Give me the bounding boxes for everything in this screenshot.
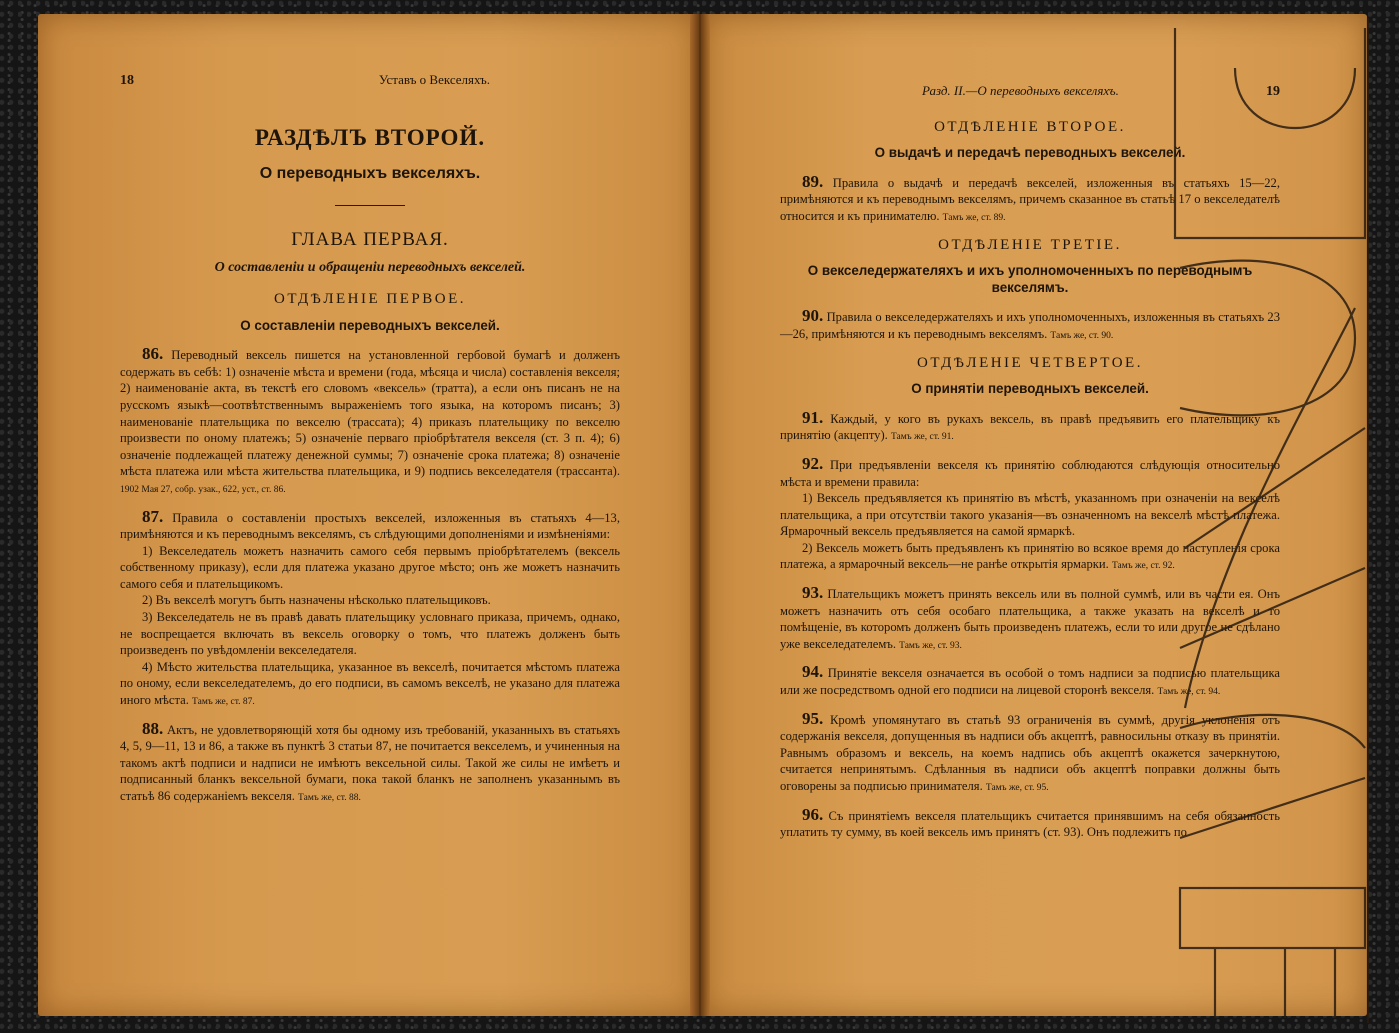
article-87-item-2: 2) Въ векселѣ могутъ быть назначены нѣсколько плательщиковъ.	[142, 593, 491, 608]
right-running-head	[780, 83, 1280, 101]
article-94-source: Тамъ же, ст. 94.	[1157, 687, 1221, 698]
right-running-title: Разд. II.—О переводныхъ векселяхъ.	[922, 83, 1119, 98]
article-87-item-1: 1) Векселедатель можетъ назначить самого себя первымъ пріобрѣтателемъ (вексель собственному приказу), если для платежа указано другое мѣсто; онъ же можетъ назначить самого себя и плательщикомъ.	[120, 543, 620, 591]
article-92-item-1: 1) Вексель предъявляется къ принятію въ мѣстѣ, указанномъ при означеніи на векселѣ плательщика, а при отсутствіи такого указанія—въ означенномъ на векселѣ мѣстѣ платежа. Ярмарочный вексель предъявляется на самой ярмаркѣ.	[780, 491, 1280, 539]
article-89-number: 89.	[802, 171, 824, 191]
article-89-source: Тамъ же, ст. 89.	[942, 212, 1006, 223]
division-2-title: ОТДѢЛЕНІЕ ВТОРОЕ.	[934, 118, 1126, 135]
article-94-text: Принятіе векселя означается въ особой о томъ надписи за подписью плательщика или же посредствомъ одной его подписи на лицевой сторонѣ векселя.	[780, 666, 1280, 698]
article-86-text: Переводный вексель пишется на установленной гербовой бумагѣ и долженъ содержать въ себѣ: 1) означеніе мѣста и времени (года, мѣсяца и числа) составленія векселя; 2) наименованіе акта, въ текстѣ его словомъ «вексель» (тратта), а если онъ писанъ не на русскомъ языкѣ—соотвѣтственнымъ выраженіемъ того языка, на которомъ писанъ; 3) наименованіе плательщика по векселю (трассата); 4) приказъ плательщику по векселю произвести по оному платежъ; 5) означеніе перваго пріобрѣтателя векселя (ст. 3 п. 4); 6) означеніе подлежащей платежу денежной суммы; 7) означеніе срока платежа; 8) означеніе мѣста платежа или мѣста жительства плательщика, и 9) подпись векселедателя (трассанта).	[120, 348, 620, 479]
section-subtitle: О переводныхъ векселяхъ.	[259, 165, 481, 183]
article-95	[780, 708, 1280, 797]
left-running-title: Уставъ о Векселяхъ.	[378, 72, 490, 87]
article-93	[780, 585, 1280, 654]
division-1-subtitle: О составленіи переводныхъ векселей.	[240, 317, 500, 333]
book-gutter	[690, 14, 710, 1016]
article-88-text: Актъ, не удовлетворяющій хотя бы одному изъ требованій, указанныхъ въ статьяхъ 4, 5, 9—11, 13 и 86, а также въ пунктѣ 3 статьи 87, не почитается векселемъ, и учиненныя на такомъ актѣ подписи и надписи не имѣютъ вексельной силы. Такой же силы не имѣетъ и подписанный бланкъ вексельной бумаги, пока такой бланкъ не заполненъ указаннымъ въ статьѣ 86 содержаніемъ векселя.	[120, 722, 621, 803]
article-92	[780, 453, 1280, 490]
article-90	[780, 308, 1280, 344]
article-92-text: При предъявленіи векселя къ принятію соблюдаются слѣдующія относительно мѣста и времени правила:	[780, 457, 1280, 489]
chapter-subtitle: О составленіи и обращеніи переводныхъ векселей.	[214, 260, 526, 276]
article-90-number: 90.	[802, 306, 824, 326]
division-3-subtitle: О векселедержателяхъ и ихъ уполномоченныхъ по переводнымъ векселямъ.	[807, 263, 1253, 295]
right-page-column	[780, 83, 1280, 851]
article-93-text: Плательщикъ можетъ принять вексель или въ полной суммѣ, или въ части ея. Онъ можетъ назначить отъ себя особаго плательщика, а также указать на векселѣ и то помѣщеніе, въ которомъ долженъ быть произведенъ платежъ, если то или другое не сдѣлано уже векселедателемъ.	[780, 587, 1280, 651]
article-86-number: 86.	[142, 344, 164, 364]
article-96	[780, 804, 1280, 841]
division-4-subtitle: О принятіи переводныхъ векселей.	[911, 381, 1149, 397]
divider-rule	[335, 205, 405, 206]
article-91-text: Каждый, у кого въ рукахъ вексель, въ правѣ предъявить его плательщику къ принятію (акцепту).	[780, 411, 1280, 443]
article-87-item-4-text: 4) Мѣсто жительства плательщика, указанное въ векселѣ, почитается мѣстомъ платежа по оному, если векселедателемъ, до его подписи, въ самомъ векселѣ, не указано для платежа иного мѣста.	[120, 659, 620, 708]
article-92-number: 92.	[802, 453, 824, 473]
article-95-source: Тамъ же, ст. 95.	[985, 783, 1049, 793]
article-88-source: Тамъ же, ст. 88.	[298, 793, 361, 803]
division-2-subtitle: О выдачѣ и передачѣ переводныхъ векселей.	[874, 145, 1186, 161]
left-page-number: 18	[120, 73, 134, 88]
section-title: РАЗДѢЛЪ ВТОРОЙ.	[254, 124, 486, 150]
article-92-item-2-text: 2) Вексель можетъ быть предъявленъ къ принятію во всякое время до наступленія срока платежа, а ярмарочный вексель—не ранѣе открытія ярмарки.	[780, 540, 1280, 572]
article-91-source: Тамъ же, ст. 91.	[890, 432, 954, 443]
right-page-number: 19	[1266, 84, 1280, 99]
article-87	[120, 506, 620, 543]
chapter-title: ГЛАВА ПЕРВАЯ.	[291, 228, 449, 250]
article-88	[120, 718, 621, 807]
article-90-source: Тамъ же, ст. 90.	[1050, 330, 1114, 341]
article-87-text: Правила о составленіи простыхъ векселей, изложенныя въ статьяхъ 4—13, примѣняются и къ переводнымъ векселямъ, съ слѣдующими дополненіями и измѣненіями:	[120, 510, 620, 542]
division-1-title: ОТДѢЛЕНІЕ ПЕРВОЕ.	[273, 290, 466, 307]
article-94	[780, 664, 1280, 700]
article-95-number: 95.	[802, 708, 824, 728]
article-96-text: Съ принятіемъ векселя плательщикъ считается принявшимъ на себя обязанность уплатить ту сумму, въ коей вексель имъ принятъ (ст. 93). Онъ подлежитъ по	[780, 808, 1280, 840]
division-4-title: ОТДѢЛЕНІЕ ЧЕТВЕРТОЕ.	[917, 354, 1143, 371]
article-96-number: 96.	[802, 804, 824, 824]
article-89-text: Правила о выдачѣ и передачѣ векселей, изложенныя въ статьяхъ 15—22, примѣняются и къ переводнымъ векселямъ, причемъ сказанное въ статьѣ 17 о векселедателѣ относится и къ принимателю.	[780, 175, 1280, 223]
article-86	[120, 346, 620, 498]
left-running-head	[120, 72, 620, 90]
article-93-number: 93.	[802, 583, 824, 603]
article-87-source: Тамъ же, ст. 87.	[192, 697, 255, 708]
article-92-source: Тамъ же, ст. 92.	[1111, 561, 1175, 572]
article-95-text: Кромѣ упомянутаго въ статьѣ 93 ограниченія въ суммѣ, другія уклоненія отъ содержанія векселя, допущенныя въ надписи объ акцептѣ, равносильны отказу въ принятіи. Равнымъ образомъ и вексель, на коемъ надпись объ акцептѣ окажется зачеркнутою, считается непринятымъ. Сдѣланныя въ надписи объ акцептѣ поправки должны быть оговорены за подписью принимателя.	[780, 712, 1280, 793]
article-89	[780, 171, 1280, 227]
article-90-text: Правила о векселедержателяхъ и ихъ уполномоченныхъ, изложенныя въ статьяхъ 23—26, примѣняются и къ переводнымъ векселямъ.	[780, 310, 1280, 341]
article-86-source: 1902 Мая 27, собр. узак., 622, уст., ст. 86.	[120, 484, 286, 495]
article-94-number: 94.	[802, 662, 824, 682]
article-91	[780, 407, 1280, 446]
article-88-number: 88.	[142, 718, 164, 738]
article-92-item-2	[780, 540, 1280, 575]
article-87-number: 87.	[142, 506, 164, 526]
article-87-item-4	[120, 659, 620, 711]
article-91-number: 91.	[802, 407, 824, 427]
article-87-item-3: 3) Векселедатель не въ правѣ давать плательщику условнаго приказа, причемъ, однако, не воспрещается включать въ вексель оговорку о томъ, что платежъ долженъ быть произведенъ по увѣдомленіи векселедателя.	[120, 610, 620, 658]
article-93-source: Тамъ же, ст. 93.	[899, 640, 962, 651]
left-page-column	[120, 72, 620, 817]
division-3-title: ОТДѢЛЕНІЕ ТРЕТІЕ.	[938, 236, 1122, 253]
